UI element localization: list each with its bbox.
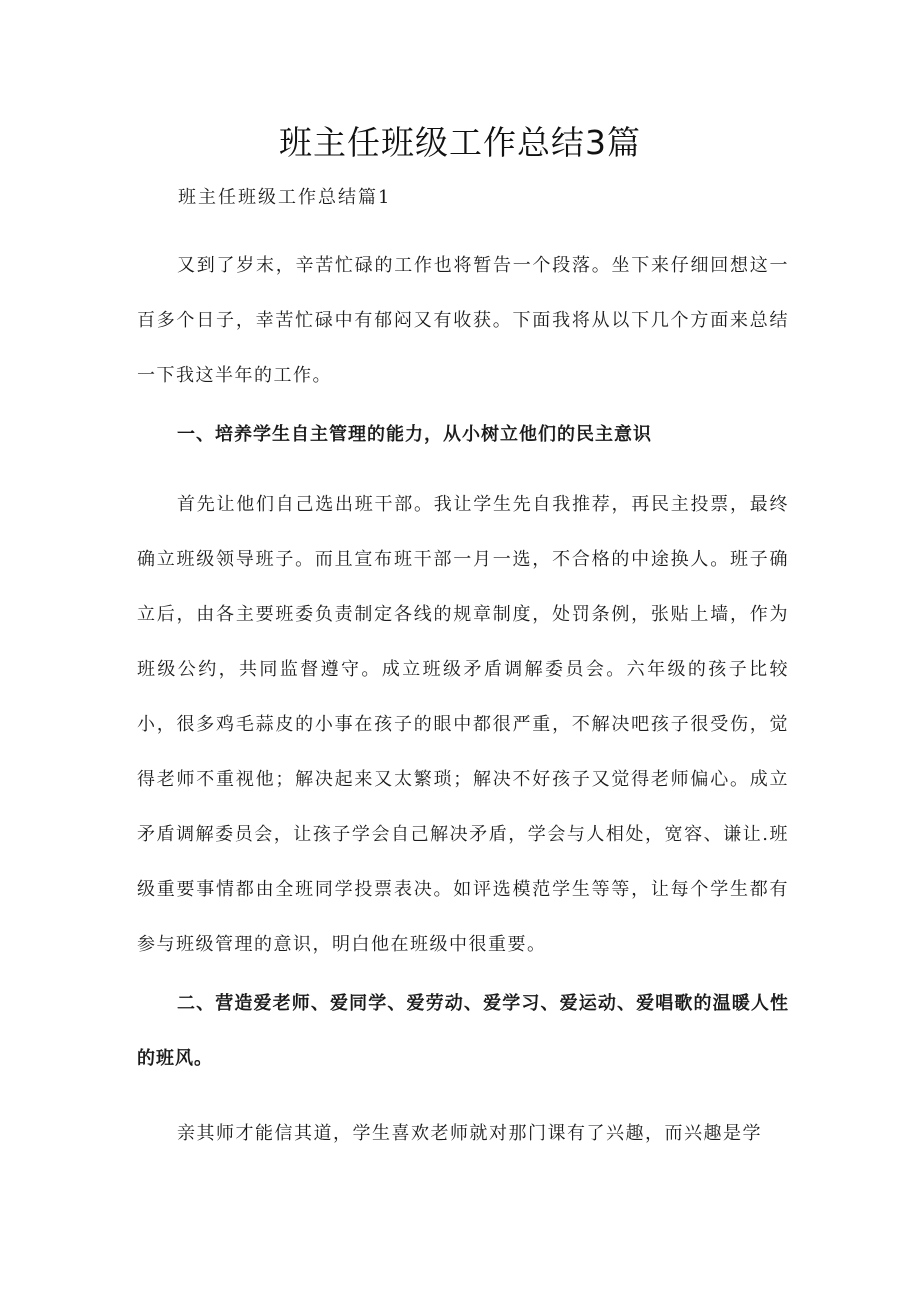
document-title: 班主任班级工作总结3篇 (279, 123, 641, 162)
section-heading-2: 二、营造爱老师、爱同学、爱劳动、爱学习、爱运动、爱唱歌的温暖人性的班风。 (137, 993, 789, 1069)
section-heading-1: 一、培养学生自主管理的能力，从小树立他们的民主意识 (177, 424, 652, 445)
section-subtitle: 班主任班级工作总结篇1 (178, 187, 392, 208)
paragraph-teacher-relationship: 亲其师才能信其道，学生喜欢老师就对那门课有了兴趣，而兴趣是学 (177, 1123, 762, 1144)
paragraph-intro: 又到了岁末，辛苦忙碌的工作也将暂告一个段落。坐下来仔细回想这一百多个日子，幸苦忙碌中有郁闷又有收获。下面我将从以下几个方面来总结一下我这半年的工作。 (137, 255, 789, 386)
paragraph-class-management: 首先让他们自己选出班干部。我让学生先自我推荐，再民主投票，最终确立班级领导班子。而且宣布班干部一月一选，不合格的中途换人。班子确立后，由各主要班委负责制定各线的规章制度，处罚条例，张贴上墙，作为班级公约，共同监督遵守。成立班级矛盾调解委员会。六年级的孩子比较小，很多鸡毛蒜皮的小事在孩子的眼中都很严重，不解决吧孩子很受伤，觉得老师不重视他；解决起来又太繁琐；解决不好孩子又觉得老师偏心。成立矛盾调解委员会，让孩子学会自己解决矛盾，学会与人相处，宽容、谦让.班级重要事情都由全班同学投票表决。如评选模范学生等等，让每个学生都有参与班级管理的意识，明白他在班级中很重要。 (137, 494, 789, 955)
